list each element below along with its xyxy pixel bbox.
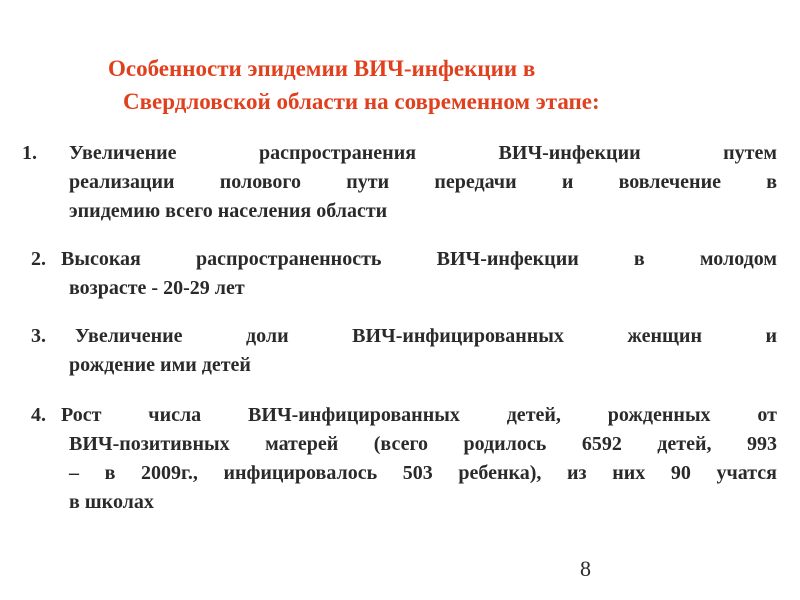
list-item-line: Рост числа ВИЧ-инфицированных детей, рожденных от [61, 404, 777, 426]
list-item-number: 2. [31, 248, 46, 270]
list-item-text [69, 139, 777, 226]
slide-title [108, 52, 768, 118]
list-item-line: эпидемию всего населения области [69, 200, 388, 222]
list-item-line: реализации полового пути передачи и вовлечение в [69, 171, 777, 193]
list-item-number: 1. [22, 142, 37, 164]
list-item-line: ВИЧ-позитивных матерей (всего родилось 6592 детей, 993 [69, 433, 777, 455]
list-item-number: 4. [31, 404, 46, 426]
list-item-line: – в 2009г., инфицировалось 503 ребенка), из них 90 учатся [69, 462, 777, 484]
list-item-line: рождение ими детей [69, 354, 251, 376]
list-item-line: Увеличение распространения ВИЧ-инфекции путем [69, 142, 777, 164]
list-item-number: 3. [31, 325, 46, 347]
list-item-line: Высокая распространенность ВИЧ-инфекции в молодом [61, 248, 777, 270]
slide-title-line-2: Свердловской области на современном этапе: [123, 89, 600, 114]
list-item-line: возрасте - 20-29 лет [69, 277, 245, 299]
list-item-text [61, 245, 777, 303]
list-item-line: Увеличение доли ВИЧ-инфицированных женщин и [75, 325, 777, 347]
list-item-line: в школах [69, 491, 154, 513]
slide-title-line-1: Особенности эпидемии ВИЧ-инфекции в [108, 56, 536, 81]
list-item-text [61, 401, 777, 517]
list-item-text [69, 322, 777, 380]
page-number: 8 [580, 556, 591, 581]
